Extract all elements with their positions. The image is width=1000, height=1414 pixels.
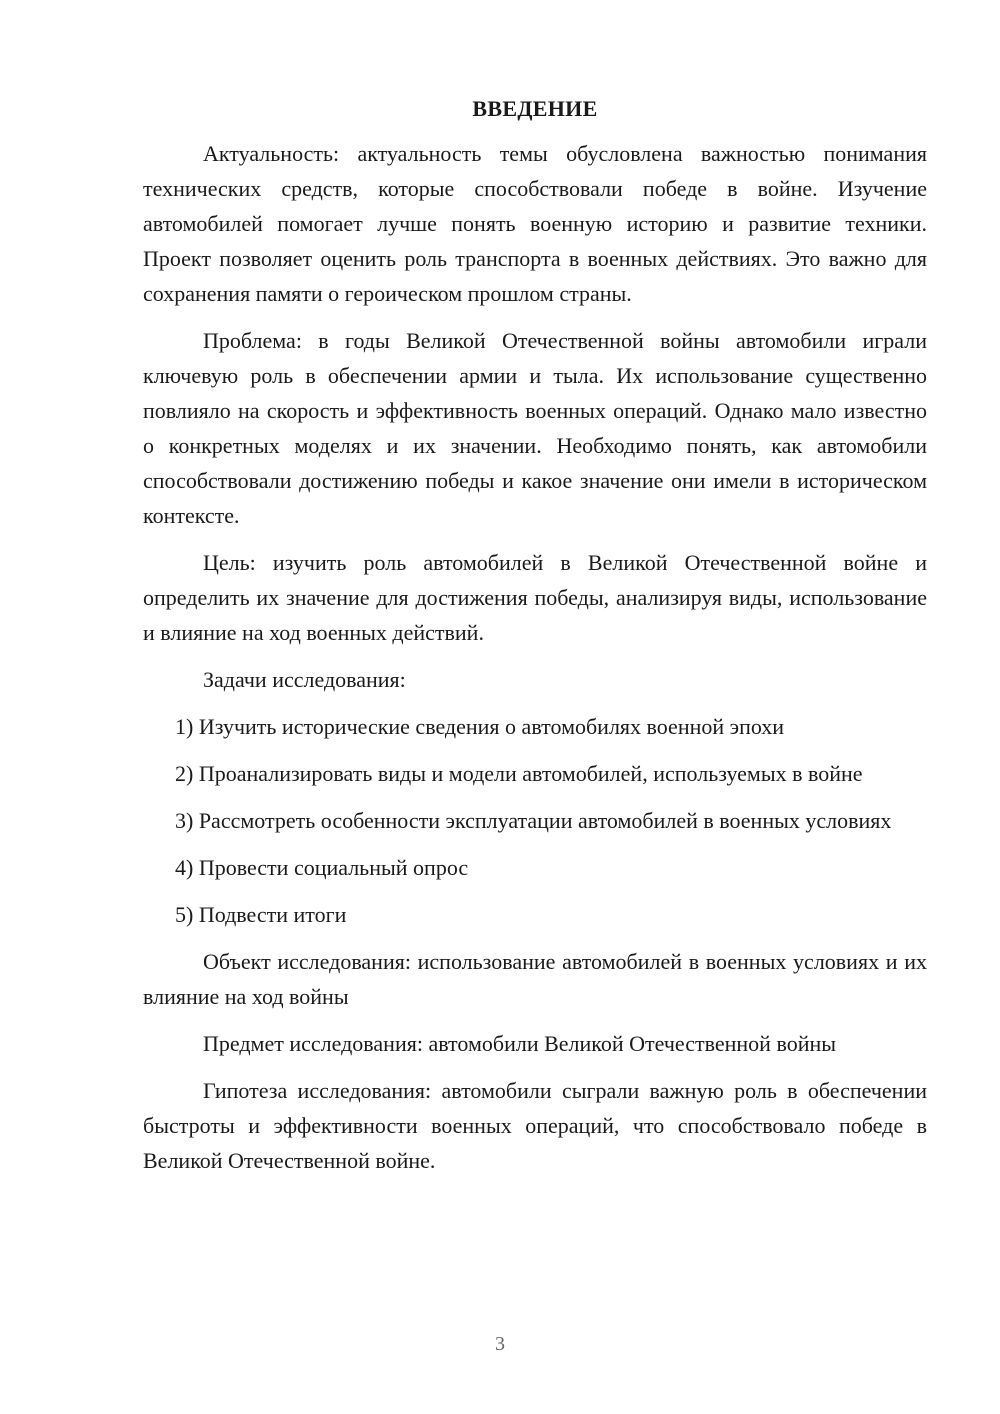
hypothesis-paragraph: Гипотеза исследования: автомобили сыграли важную роль в обеспечении быстроты и эффективности военных операций, что способствовало победе в Великой Отечественной войне. xyxy=(143,1078,927,1173)
problem-paragraph: Проблема: в годы Великой Отечественной войны автомобили играли ключевую роль в обеспечении армии и тыла. Их использование существенно повлияло на скорость и эффективность военных операций. Однако мало известно о конкретных моделях и их значении. Необходимо понять, как автомобили способствовали достижению победы и какое значение они имели в историческом контексте. xyxy=(143,328,927,528)
object-paragraph: Объект исследования: использование автомобилей в военных условиях и их влияние на ход войны xyxy=(143,949,927,1009)
page-number: 3 xyxy=(495,1333,505,1355)
relevance-paragraph: Актуальность: актуальность темы обусловлена важностью понимания технических средств, которые способствовали победе в войне. Изучение автомобилей помогает лучше понять военную историю и развитие техники. Проект позволяет оценить роль транспорта в военных действиях. Это важно для сохранения памяти о героическом прошлом страны. xyxy=(143,141,927,306)
task-item: 4) Провести социальный опрос xyxy=(175,855,469,880)
task-item: 5) Подвести итоги xyxy=(175,902,347,927)
task-item: 2) Проанализировать виды и модели автомобилей, используемых в войне xyxy=(175,761,863,786)
goal-paragraph: Цель: изучить роль автомобилей в Великой Отечественной войне и определить их значение для достижения победы, анализируя виды, использование и влияние на ход военных действий. xyxy=(143,550,927,645)
tasks-heading: Задачи исследования: xyxy=(203,667,406,692)
section-title: ВВЕДЕНИЕ xyxy=(472,96,598,121)
task-item: 3) Рассмотреть особенности эксплуатации автомобилей в военных условиях xyxy=(175,808,892,833)
subject-paragraph: Предмет исследования: автомобили Великой Отечественной войны xyxy=(203,1031,837,1056)
task-item: 1) Изучить исторические сведения о автомобилях военной эпохи xyxy=(175,714,785,739)
document-page xyxy=(143,92,927,1190)
